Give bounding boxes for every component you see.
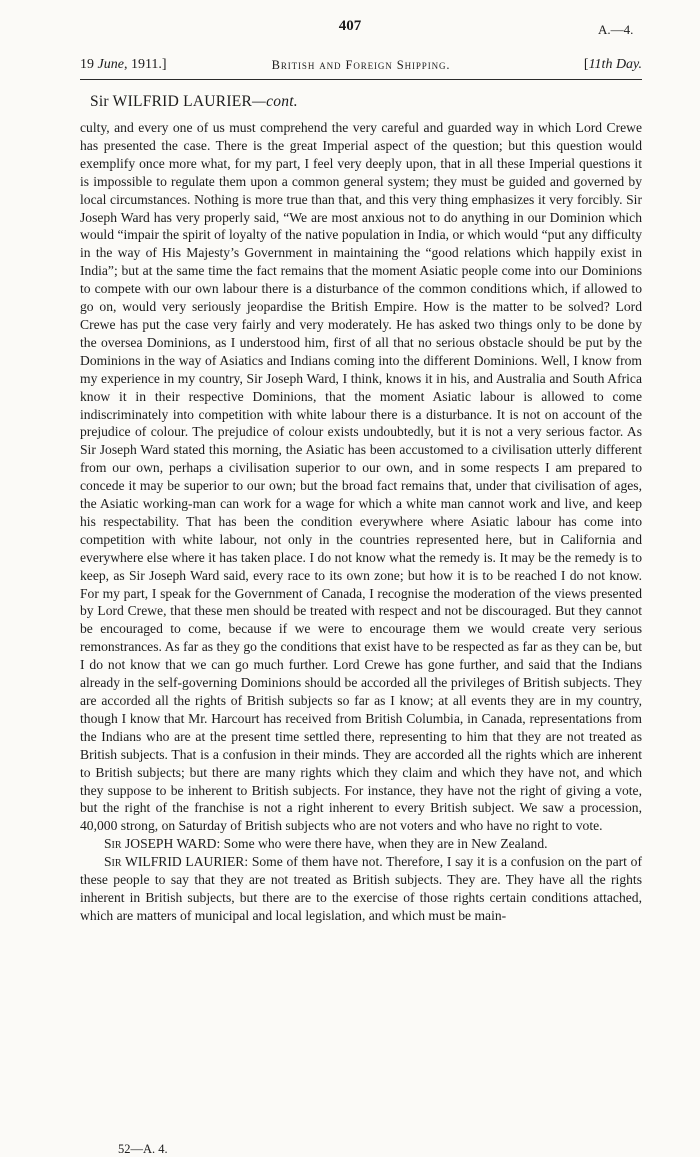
running-head-day xyxy=(584,57,642,73)
paragraph-laurier-continued: culty, and every one of us must comprehend the very careful and guarded way in which Lord Crewe has presented the case. There is the great Imperial aspect of the question; but this question would exemplify once more what, for my part, I feel very deeply upon, that in all these Imperial questions it is impossible to regulate them upon a common general system; they must be guided and governed by local circumstances. Nothing is more true than that, and this very thing emphasizes it very forcibly. Sir Joseph Ward has very properly said, “We are most anxious not to do anything in our Dominion which would “impair the spirit of loyalty of the native population in India, or which would “put any difficulty in the way of His Majesty’s Government in maintaining the “good relations which happily exist in India”; but at the same time the fact remains that the moment Asiatic people come into our Dominions to compete with our own labour there is a disturbance of the common conditions which, if allowed to go on, would very seriously jeopardise the British Empire. How is the matter to be solved? Lord Crewe has put the case very fairly and very moderately. He has asked two things only to be done by the oversea Dominions, as I understood him, first of all that no serious obstacle should be put by the Dominions in the way of Asiatics and Indians coming into the different Dominions. Well, I know from my experience in my country, Sir Joseph Ward, I think, knows it in his, and Australia and South Africa know it in their respective Dominions, that the moment Asiatic labour is allowed to come indiscriminately into competition with white labour there is a disturbance. It is not on account of the prejudice of colour. The prejudice of colour exists undoubtedly, but it is not a very serious factor. As Sir Joseph Ward stated this morning, the Asiatic has been accustomed to a civilisation utterly different from our own, perhaps a civilisation superior to our own, and in some respects I am prepared to concede it may be superior to our own; but the broad fact remains that, under that civilisation of ages, the Asiatic working-man can work for a wage for which a white man cannot work and live, and keep his respectability. That has been the condition everywhere where Asiatic labour has come into competition with white labour, not only in the countries represented here, but in California and everywhere else where it has taken place. I do not know what the remedy is. It may be the remedy is to keep, as Sir Joseph Ward said, every race to its own zone; but how it is to be reached I do not know. For my part, I speak for the Government of Canada, I recognise the moderation of the views presented by Lord Crewe, that these men should be treated with respect and not be discouraged. But they cannot be encouraged to come, because if we were to encourage them we would create very serious remonstrances. As far as they go the conditions that exist have to be respected as far as they can be, but I do not know that we can go much further. Lord Crewe has gone further, and said that the Indians already in the self-governing Dominions should be accorded all the privileges of British subjects. They are accorded all the rights of British subjects so far as I know; at all events they are in my country, though I know that Mr. Harcourt has received from British Columbia, in Canada, representations from the Indians who are at the present time settled there, representing to him that they are not treated as British subjects. That is a confusion in their minds. They are accorded all the rights which are inherent to British subjects; but there are many rights which they claim and which they have not, and which they suppose to be inherent to British subjects. For instance, they have not the right of giving a vote, but the right of the franchise is not a right inherent to every British subject. We saw a procession, 40,000 strong, on Saturday of British subjects who are not voters and who have no right to vote. xyxy=(80,120,642,834)
continued-speaker-heading xyxy=(90,93,298,111)
speaker-laurier: Sir WILFRID LAURIER xyxy=(104,854,245,870)
page-number: 407 xyxy=(338,18,362,34)
date-month: June xyxy=(97,57,124,72)
laurier-speech: : Some of them have not. Therefore, I say it is a confusion on the part of these people to say that they are not treated as British subjects. They are. They have all the rights inherent in British subjects, but there are to the exercise of those rights certain conditions attached, which are matters of municipal and local legislation, and which must be main- xyxy=(80,854,642,923)
day-label: 11th Day. xyxy=(588,57,642,72)
footer-signature: 52—A. 4. xyxy=(118,1142,168,1156)
series-code: A.—4. xyxy=(598,22,634,37)
paragraph-laurier xyxy=(80,853,642,925)
running-head-title: British and Foreign Shipping. xyxy=(271,58,451,72)
paragraph-ward xyxy=(80,835,642,853)
date-day: 19 xyxy=(80,57,94,72)
date-year: , 1911.] xyxy=(123,57,167,72)
speaker-cont-suffix: —cont. xyxy=(252,93,298,110)
speaker-ward: Sir JOSEPH WARD xyxy=(104,836,217,852)
header-rule xyxy=(80,79,642,80)
body-text xyxy=(80,119,642,925)
speaker-name: Sir WILFRID LAURIER xyxy=(90,93,253,110)
day-bracket: [ xyxy=(583,57,589,72)
ward-speech: : Some who were there have, when they are in New Zealand. xyxy=(216,836,548,852)
